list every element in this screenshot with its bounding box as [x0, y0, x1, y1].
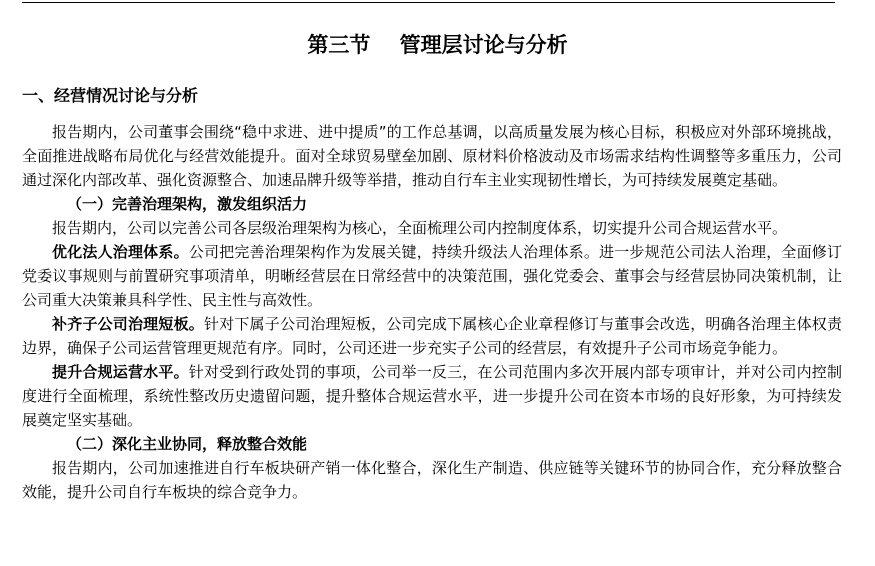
top-rule [22, 2, 835, 3]
intro-paragraph: 报告期内，公司董事会围绕“稳中求进、进中提质”的工作总基调，以高质量发展为核心目标，积极应对外部环境挑战，全面推进战略布局优化与经营效能提升。面对全球贸易壁垒加剧、原材料价格波动及市场需求结构性调整等多重压力，公司通过深化内部改革、强化资源整合、加速品牌升级等举措，推动自行车主业实现韧性增长，为可持续发展奠定基础。 [22, 123, 842, 189]
item-lead-3: 提升合规运营水平。 [52, 363, 189, 381]
item-lead-1: 优化法人治理体系。 [52, 243, 189, 261]
item-lead-2: 补齐子公司治理短板。 [52, 315, 204, 333]
subsection-2-heading: （二）深化主业协同，释放整合效能 [67, 435, 308, 453]
item-paragraph-3 [22, 360, 842, 432]
subsection-1-paragraph: 报告期内，公司以完善公司各层级治理架构为核心，全面梳理公司内控制度体系，切实提升公司合规运营水平。 [52, 219, 788, 237]
section-heading: 一、经营情况讨论与分析 [22, 86, 199, 105]
item-paragraph-2 [22, 312, 842, 360]
subsection-2-paragraph: 报告期内，公司加速推进自行车板块研产销一体化整合，深化生产制造、供应链等关键环节的协同合作，充分释放整合效能，提升公司自行车板块的综合竞争力。 [22, 459, 842, 501]
subsection-1-heading: （一）完善治理架构，激发组织活力 [67, 195, 308, 213]
item-text-3: 针对受到行政处罚的事项，公司举一反三，在公司范围内多次开展内部专项审计，并对公司内控制度进行全面梳理，系统性整改历史遗留问题，提升整体合规运营水平，进一步提升公司在资本市场的良好形象，为可持续发展奠定坚实基础。 [22, 363, 842, 429]
item-text-2: 针对下属子公司治理短板，公司完成下属核心企业章程修订与董事会改选，明确各治理主体权责边界，确保子公司运营管理更规范有序。同时，公司还进一步充实子公司的经营层，有效提升子公司市场竞争能力。 [22, 315, 842, 357]
body-text [22, 120, 842, 504]
item-paragraph-1 [22, 240, 842, 312]
item-text-1: 公司把完善治理架构作为发展关键，持续升级法人治理体系。进一步规范公司法人治理，全面修订党委议事规则与前置研究事项清单，明晰经营层在日常经营中的决策范围，强化党委会、董事会与经营层协同决策机制，让公司重大决策兼具科学性、民主性与高效性。 [22, 243, 842, 309]
page-title: 第三节 管理层讨论与分析 [307, 33, 568, 57]
